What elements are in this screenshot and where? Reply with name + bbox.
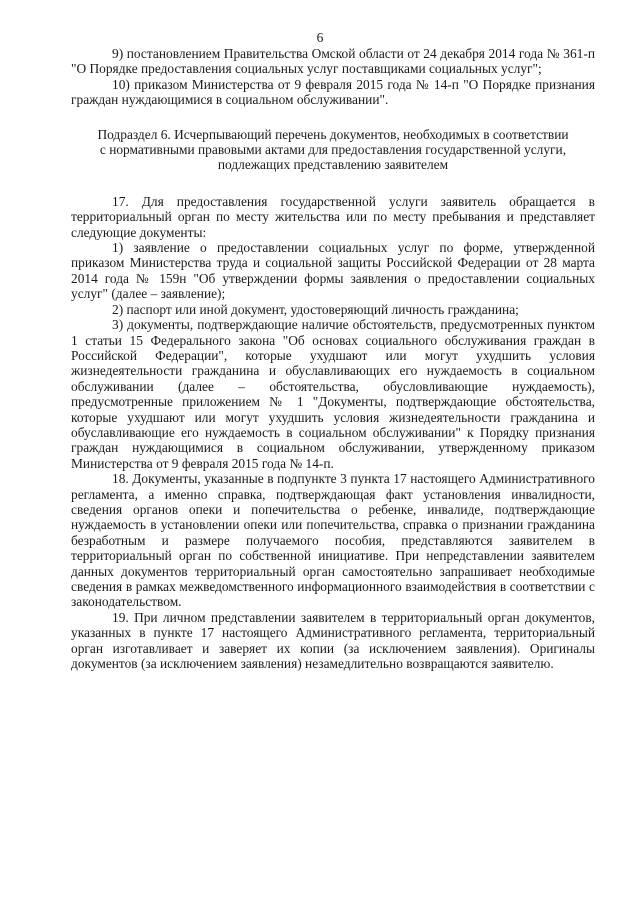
document-body — [71, 46, 595, 671]
list-item-9: 9) постановлением Правительства Омской области от 24 декабря 2014 года № 361-п "О Порядке предоставления социальных услуг поставщиками социальных услуг"; — [71, 46, 595, 77]
paragraph-17-item-1: 1) заявление о предоставлении социальных услуг по форме, утвержденной приказом Министерства труда и социальной защиты Российской Федерации от 28 марта 2014 года № 159н "Об утверждении формы заявления о предоставлении социальных услуг" (далее – заявление); — [71, 240, 595, 302]
paragraph-19: 19. При личном представлении заявителем в территориальный орган документов, указанных в пункте 17 настоящего Административного регламента, территориальный орган изготавливает и заверяет их копии (за исключением заявления). Оригиналы документов (за исключением заявления) незамедлительно возвращаются заявителю. — [71, 609, 595, 672]
paragraph-17-item-3: 3) документы, подтверждающие наличие обстоятельств, предусмотренных пунктом 1 статьи 15 Федерального закона "Об основах социального обслуживания граждан в Российской Федерации", которые ухудшают или могут ухудшить условия жизнедеятельности гражданина и обуславливающих его нуждаемость в социальном обслуживании (далее – обстоятельства, обусловливающие нуждаемость), предусмотренные приложением № 1 "Документы, подтверждающие обстоятельства, которые ухудшают или могут ухудшить условия жизнедеятельности гражданина и обуславливающие его нуждаемость в социальном обслуживании" к Порядку признания граждан нуждающимися в социальном обслуживании, утвержденному приказом Министерства от 9 февраля 2015 года № 14-п. — [71, 317, 595, 471]
paragraph-18: 18. Документы, указанные в подпункте 3 пункта 17 настоящего Административного регламента, а именно справка, подтверждающая факт установления инвалидности, сведения органов опеки и попечительства о ребенке, инвалиде, подтверждающие нуждаемость в установлении опеки или попечительства, справка о признании гражданина безработным и размере получаемого пособия, представляются заявителем в территориальный орган по собственной инициативе. При непредставлении заявителем данных документов территориальный орган самостоятельно запрашивает необходимые сведения в рамках межведомственного информационного взаимодействия в соответствии с законодательством. — [71, 471, 595, 610]
paragraph-17-item-2: 2) паспорт или иной документ, удостоверяющий личность гражданина; — [112, 301, 519, 317]
paragraph-17: 17. Для предоставления государственной услуги заявитель обращается в территориальный орган по месту жительства или по месту пребывания и представляет следующие документы: — [71, 193, 595, 240]
page-number: 6 — [316, 30, 324, 45]
list-item-10: 10) приказом Министерства от 9 февраля 2015 года № 14-п "О Порядке признания граждан нуждающимися в социальном обслуживании". — [71, 76, 595, 108]
subsection-heading: Подраздел 6. Исчерпывающий перечень документов, необходимых в соответствии с нормативными правовыми актами для предоставления государственной услуги, подлежащих представлению заявителем — [97, 126, 569, 173]
